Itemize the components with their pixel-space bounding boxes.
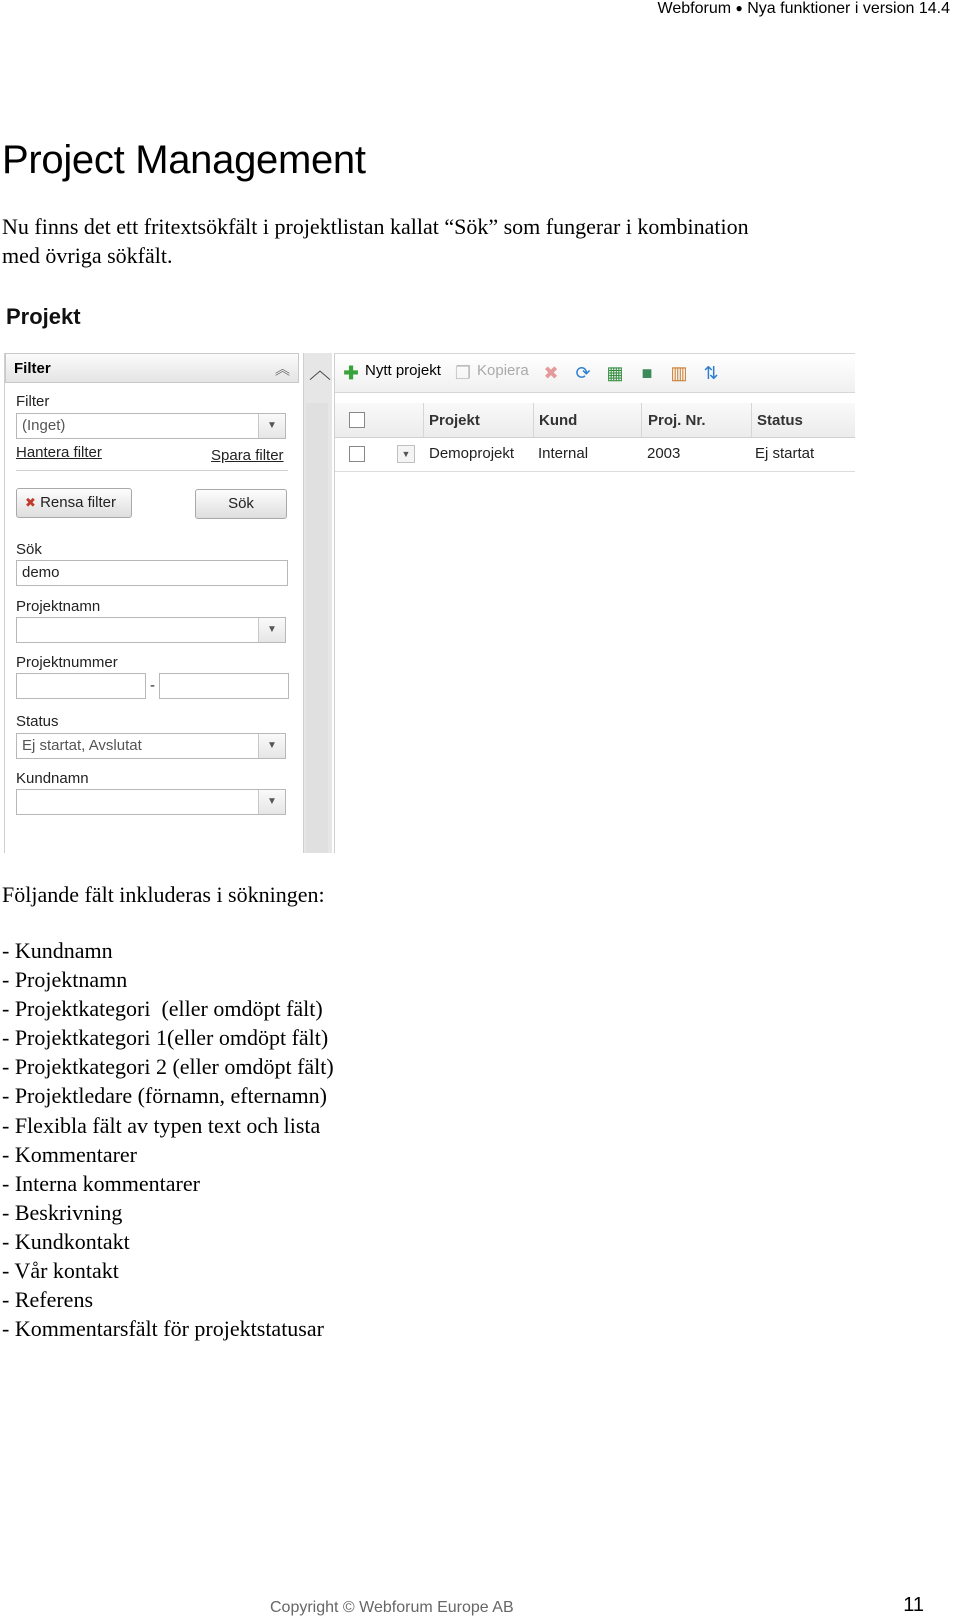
copy-icon[interactable]: ❐ (454, 363, 472, 383)
list-item: - Projektkategori 1(eller omdöpt fält) (2, 1025, 329, 1051)
excel-icon[interactable]: ▦ (606, 363, 624, 383)
list-item: - Kommentarsfält för projektstatusar (2, 1316, 324, 1342)
column-header-status[interactable]: Status (757, 412, 803, 429)
collapse-icon[interactable]: ︽ (274, 361, 290, 378)
eraser-icon: ✖ (25, 495, 36, 510)
manage-filter-link[interactable]: Hantera filter (16, 444, 102, 461)
status-select-value: Ej startat, Avslutat (22, 737, 142, 754)
plus-icon[interactable]: ✚ (343, 363, 359, 383)
project-grid-panel (334, 353, 855, 853)
clear-filter-label: Rensa filter (40, 494, 116, 511)
filter-panel (4, 353, 331, 853)
filter-scrollbar[interactable] (303, 353, 332, 853)
chevron-up-icon[interactable]: ︿ (309, 358, 332, 383)
list-item: - Beskrivning (2, 1199, 123, 1225)
customer-name-label: Kundnamn (16, 770, 89, 787)
row-checkbox[interactable] (349, 446, 365, 462)
list-item: - Interna kommentarer (2, 1170, 200, 1196)
project-number-label: Projektnummer (16, 654, 118, 671)
project-name-select[interactable] (16, 617, 286, 643)
clear-filter-button[interactable] (16, 488, 132, 518)
page-number: 11 (903, 1594, 924, 1616)
save-filter-link[interactable]: Spara filter (211, 447, 284, 464)
list-item: - Vår kontakt (2, 1258, 119, 1284)
list-item: - Referens (2, 1287, 94, 1313)
row-menu-button[interactable]: ▼ (397, 445, 415, 463)
fields-list (2, 936, 334, 1343)
status-select[interactable] (16, 733, 286, 759)
header-version: Nya funktioner i version 14.4 (747, 0, 950, 17)
grid-header (335, 403, 855, 438)
table-row[interactable] (335, 437, 855, 472)
customer-name-select[interactable] (16, 789, 286, 815)
list-item: - Projektkategori 2 (eller omdöpt fält) (2, 1054, 334, 1080)
search-label: Sök (16, 541, 42, 558)
refresh-icon[interactable]: ⟳ (575, 363, 591, 383)
delete-icon[interactable]: ✖ (543, 363, 559, 383)
column-divider (751, 403, 752, 437)
columns-icon[interactable]: ▥ (670, 363, 688, 383)
list-item: - Kommentarer (2, 1141, 137, 1167)
filter-panel-title: Filter (14, 360, 51, 377)
column-divider (641, 403, 642, 437)
cell-customer: Internal (538, 445, 589, 462)
column-divider (533, 403, 534, 437)
chevron-down-icon[interactable]: ▼ (258, 414, 285, 438)
project-number-from-input[interactable] (16, 673, 146, 699)
column-header-proj-nr[interactable]: Proj. Nr. (648, 412, 706, 429)
project-name-label: Projektnamn (16, 598, 101, 615)
search-button[interactable]: Sök (195, 489, 287, 519)
cell-number: 2003 (647, 445, 681, 462)
cube-icon[interactable]: ■ (641, 363, 653, 383)
status-label: Status (16, 713, 59, 730)
fields-intro: Följande fält inkluderas i sökningen: (2, 882, 325, 907)
copy-button[interactable]: Kopiera (477, 362, 529, 379)
list-item: - Kundnamn (2, 938, 113, 963)
page-title: Project Management (2, 138, 366, 182)
list-item: - Flexibla fält av typen text och lista (2, 1112, 321, 1138)
sort-icon[interactable]: ⇅ (703, 363, 719, 383)
filter-divider (16, 470, 288, 471)
scrollbar-thumb[interactable] (306, 403, 328, 853)
page-footer: Copyright © Webforum Europe AB (270, 1599, 514, 1616)
filter-select[interactable] (16, 413, 286, 439)
search-input[interactable]: demo (16, 560, 288, 586)
column-header-projekt[interactable]: Projekt (429, 412, 480, 429)
cell-status: Ej startat (755, 445, 815, 462)
filter-label: Filter (16, 393, 50, 410)
list-item: - Projektledare (förnamn, efternamn) (2, 1083, 327, 1109)
list-item: - Projektkategori (eller omdöpt fält) (2, 996, 323, 1022)
list-item: - Kundkontakt (2, 1228, 130, 1254)
projects-title: Projekt (6, 304, 81, 329)
new-project-button[interactable]: Nytt projekt (365, 362, 441, 379)
chevron-down-icon[interactable]: ▼ (258, 734, 285, 758)
chevron-down-icon[interactable]: ▼ (258, 790, 285, 814)
list-item: - Projektnamn (2, 967, 128, 993)
intro-paragraph: Nu finns det ett fritextsökfält i projektlistan kallat “Sök” som fungerar i kombination med övriga sökfält. (2, 214, 749, 268)
header-product: Webforum (657, 0, 732, 17)
column-divider (423, 403, 424, 437)
chevron-down-icon[interactable]: ▼ (258, 618, 285, 642)
select-all-checkbox[interactable] (349, 412, 365, 428)
page-header (658, 0, 950, 18)
cell-project: Demoprojekt (429, 445, 515, 462)
range-dash: - (150, 677, 155, 694)
filter-panel-header[interactable] (5, 353, 299, 383)
column-header-kund[interactable]: Kund (539, 412, 578, 429)
header-bullet: ● (735, 1, 743, 15)
project-toolbar (335, 353, 855, 393)
filter-select-value: (Inget) (22, 417, 66, 434)
project-number-to-input[interactable] (159, 673, 289, 699)
